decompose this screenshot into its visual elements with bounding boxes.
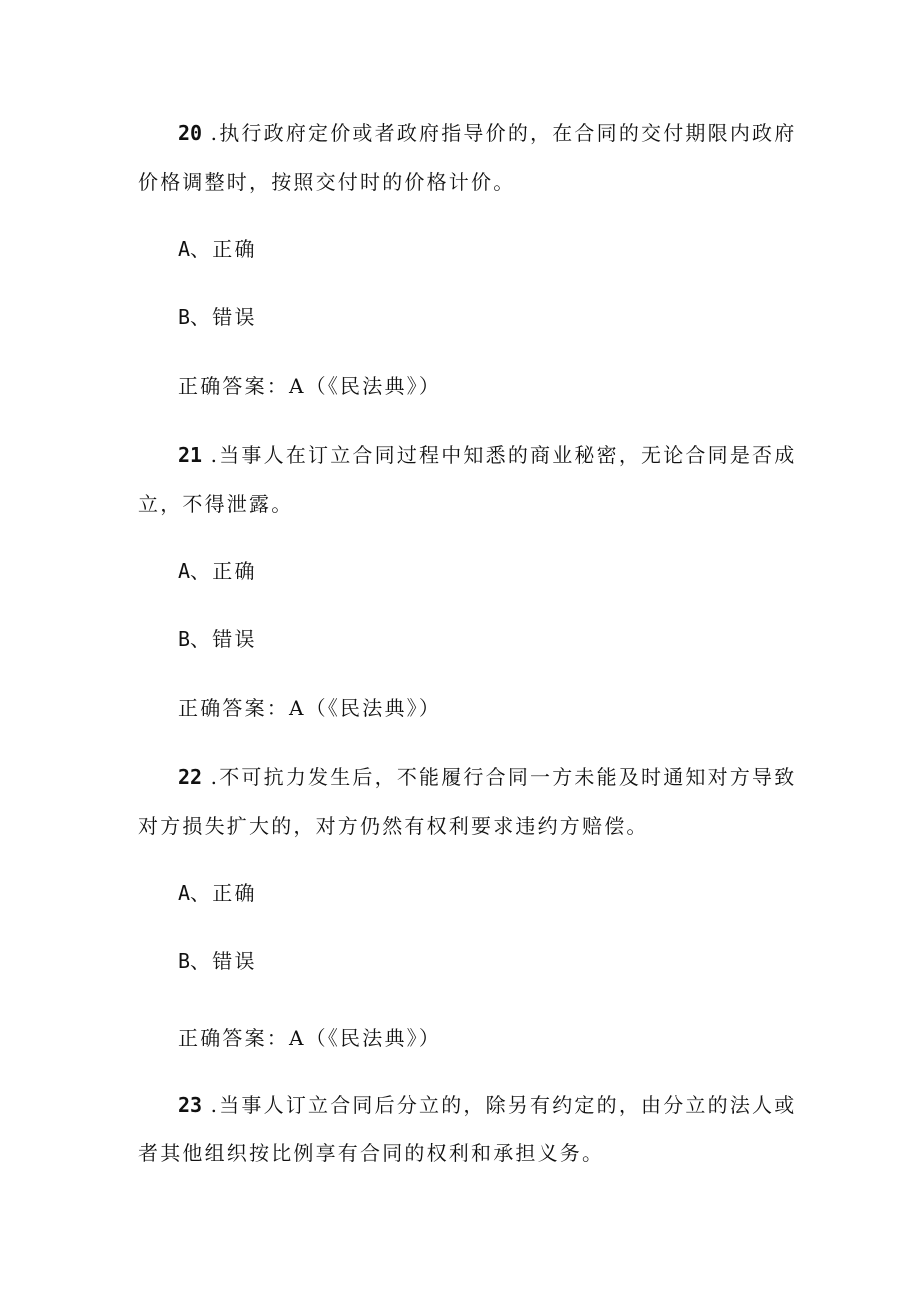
question-number: 21 [178, 443, 203, 467]
option-text: 、错误 [190, 627, 257, 651]
question-20-answer: 正确答案：A（《民法典》） [178, 374, 442, 398]
option-key: A [178, 237, 191, 261]
question-20-option-b [178, 304, 257, 330]
option-key: A [178, 559, 191, 583]
question-20-option-a [178, 236, 257, 262]
question-text: 执行政府定价或者政府指导价的，在合同的交付期限内政府 [219, 121, 797, 145]
option-key: A [178, 881, 191, 905]
option-text: 、错误 [190, 305, 257, 329]
option-key: B [178, 305, 191, 329]
question-number: 23 [178, 1093, 203, 1117]
question-22-option-a [178, 880, 257, 906]
question-20-line-1 [178, 120, 796, 146]
question-21-option-a [178, 558, 257, 584]
question-23-line-2: 者其他组织按比例享有合同的权利和承担义务。 [138, 1141, 605, 1165]
question-22-option-b [178, 948, 257, 974]
question-22-line-2: 对方损失扩大的，对方仍然有权利要求违约方赔偿。 [138, 814, 649, 838]
option-text: 、错误 [190, 949, 257, 973]
question-20-line-2: 价格调整时，按照交付时的价格计价。 [138, 170, 516, 194]
question-dot: . [202, 121, 220, 145]
question-21-line-2: 立，不得泄露。 [138, 492, 294, 516]
question-22-line-1 [178, 764, 796, 790]
option-key: B [178, 627, 191, 651]
question-dot: . [202, 443, 220, 467]
question-21-line-1 [178, 442, 796, 468]
question-23-line-1 [178, 1092, 796, 1118]
question-text: 当事人订立合同后分立的，除另有约定的，由分立的法人或 [219, 1093, 797, 1117]
question-text: 不可抗力发生后，不能履行合同一方未能及时通知对方导致 [219, 765, 797, 789]
option-key: B [178, 949, 191, 973]
option-text: 、正确 [190, 881, 257, 905]
question-number: 22 [178, 765, 203, 789]
question-22-answer: 正确答案：A（《民法典》） [178, 1026, 442, 1050]
question-dot: . [202, 765, 220, 789]
question-number: 20 [178, 121, 203, 145]
question-dot: . [202, 1093, 220, 1117]
option-text: 、正确 [190, 237, 257, 261]
question-21-option-b [178, 626, 257, 652]
option-text: 、正确 [190, 559, 257, 583]
question-21-answer: 正确答案：A（《民法典》） [178, 696, 442, 720]
question-text: 当事人在订立合同过程中知悉的商业秘密，无论合同是否成 [219, 443, 797, 467]
